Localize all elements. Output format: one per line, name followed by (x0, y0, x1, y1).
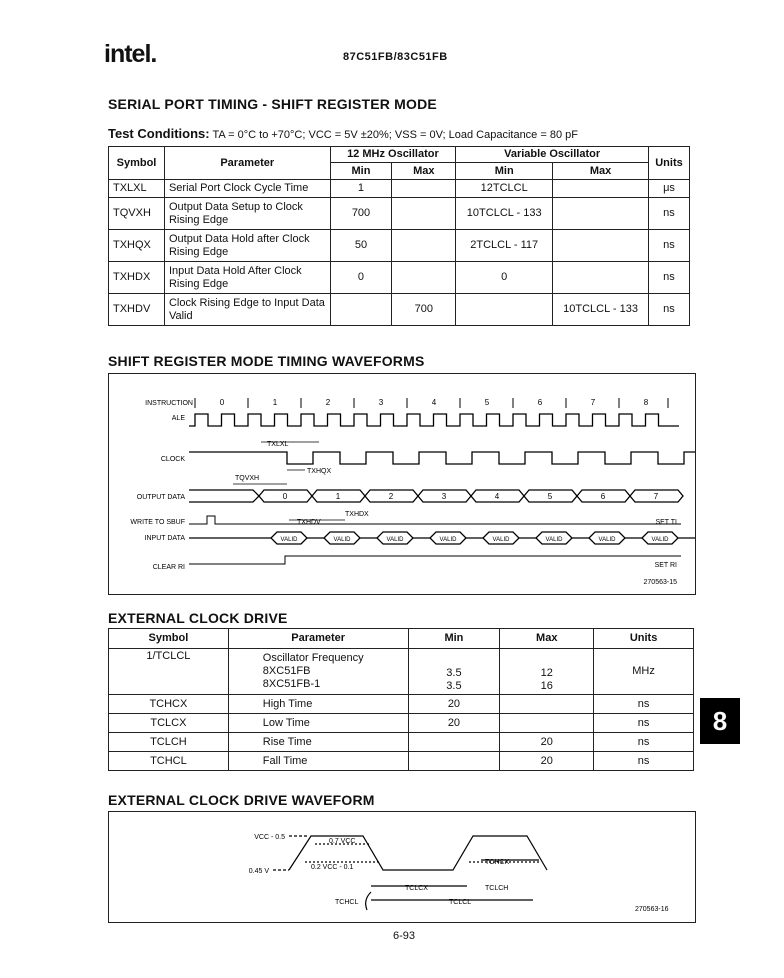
section-title-extclock: EXTERNAL CLOCK DRIVE (108, 610, 288, 626)
cell (553, 180, 649, 198)
state-number: 4 (431, 398, 437, 407)
val-line: 16 (540, 680, 553, 692)
cell: Serial Port Clock Cycle Time (164, 180, 330, 198)
state-number: 7 (590, 398, 596, 407)
table-row (109, 649, 694, 695)
cell: TCLCX (109, 714, 229, 733)
cell (500, 714, 594, 733)
th-osc12: 12 MHz Oscillator (330, 147, 456, 163)
cell: 2TCLCL - 117 (456, 230, 553, 262)
output-bit-label: 6 (600, 492, 606, 501)
input-valid-label: VALID (439, 537, 457, 543)
page-number: 6-93 (393, 930, 416, 942)
lbl-txhqx: TXHQX (307, 468, 332, 475)
cell: ns (594, 714, 694, 733)
test-conditions (108, 126, 578, 141)
cell (408, 649, 500, 695)
output-bit-label: 2 (388, 492, 394, 501)
val-line: 12 (540, 667, 553, 679)
section-title-clockwave: EXTERNAL CLOCK DRIVE WAVEFORM (108, 792, 375, 808)
th-units: Units (648, 147, 689, 180)
clear-ri-wave (189, 556, 681, 564)
lbl-tclcl: TCLCL (449, 899, 472, 906)
input-valid-label: VALID (545, 537, 563, 543)
cell (553, 262, 649, 294)
th-vmin: Min (456, 163, 553, 180)
th-parameter: Parameter (164, 147, 330, 180)
cell (553, 230, 649, 262)
table-row (109, 714, 694, 733)
cell: Low Time (228, 714, 408, 733)
cell (330, 294, 392, 326)
ext-clock-table (108, 628, 694, 771)
cell: MHz (594, 649, 694, 695)
intel-logo: intel. (104, 40, 157, 68)
param-line: Oscillator Frequency (262, 652, 364, 664)
cell: TXLXL (109, 180, 165, 198)
cell: TCHCX (109, 695, 229, 714)
cell: μs (648, 180, 689, 198)
lbl-vcc: VCC - 0.5 (254, 834, 285, 841)
lbl-txhdv: TXHDV (297, 519, 321, 526)
cell: 1/TCLCL (109, 649, 229, 695)
th2-min: Min (408, 629, 500, 649)
input-valid-label: VALID (280, 537, 298, 543)
clock-wave (189, 452, 695, 464)
cell: 10TCLCL - 133 (456, 198, 553, 230)
cell (500, 695, 594, 714)
val-line: 3.5 (446, 680, 462, 692)
cell: TXHDX (109, 262, 165, 294)
param-line: 8XC51FB (262, 665, 311, 677)
lbl-instruction: INSTRUCTION (145, 400, 193, 407)
cell: ns (594, 752, 694, 771)
cell: 0 (456, 262, 553, 294)
state-number: 0 (219, 398, 225, 407)
cell: Output Data Setup to Clock Rising Edge (164, 198, 330, 230)
state-number: 1 (272, 398, 278, 407)
cell: TCLCH (109, 733, 229, 752)
cell (500, 649, 594, 695)
input-valid-label: VALID (333, 537, 351, 543)
section-tab: 8 (700, 698, 740, 744)
th-min: Min (330, 163, 392, 180)
output-bit-label: 1 (335, 492, 341, 501)
state-number: 5 (484, 398, 490, 407)
lbl-setri: SET RI (654, 562, 677, 569)
cell: ns (594, 695, 694, 714)
input-valid-label: VALID (492, 537, 510, 543)
lbl-hi: 0.7 VCC (329, 838, 356, 845)
th2-units: Units (594, 629, 694, 649)
lbl-v045: 0.45 V (248, 868, 269, 875)
th2-parameter: Parameter (228, 629, 408, 649)
input-valid-label: VALID (598, 537, 616, 543)
cell: TCHCL (109, 752, 229, 771)
cell: TXHQX (109, 230, 165, 262)
cell: 1 (330, 180, 392, 198)
state-number: 2 (325, 398, 331, 407)
write-sbuf-wave (189, 516, 681, 524)
input-valid-label: VALID (386, 537, 404, 543)
cell: 700 (392, 294, 456, 326)
lbl-ref15: 270563-15 (643, 579, 677, 586)
cell: 20 (408, 695, 500, 714)
cell: ns (648, 230, 689, 262)
tchcl-mark (366, 892, 371, 910)
th2-symbol: Symbol (109, 629, 229, 649)
cell (392, 262, 456, 294)
conditions-text: TA = 0°C to +70°C; VCC = 5V ±20%; VSS = 0V; Load Capacitance = 80 pF (212, 129, 578, 141)
lbl-ale: ALE (171, 415, 185, 422)
cell: 0 (330, 262, 392, 294)
cell (408, 733, 500, 752)
th-vmax: Max (553, 163, 649, 180)
clock-waveform-diagram (109, 812, 695, 922)
cell: 50 (330, 230, 392, 262)
lbl-tchcl: TCHCL (335, 899, 359, 906)
output-idle (189, 490, 259, 502)
lbl-tqvxh: TQVXH (235, 475, 260, 482)
state-number: 8 (643, 398, 649, 407)
table-row (109, 752, 694, 771)
lbl-txhdx: TXHDX (345, 511, 369, 518)
cell: ns (648, 262, 689, 294)
cell: TQVXH (109, 198, 165, 230)
cell: 20 (500, 752, 594, 771)
val-line: 3.5 (446, 667, 462, 679)
th-max: Max (392, 163, 456, 180)
lbl-ref16: 270563-16 (635, 906, 669, 913)
cell (392, 198, 456, 230)
table-row (109, 198, 690, 230)
cell: 20 (500, 733, 594, 752)
serial-timing-table (108, 146, 690, 326)
section-title-serial: SERIAL PORT TIMING - SHIFT REGISTER MODE (108, 96, 437, 112)
output-bit-label: 3 (441, 492, 447, 501)
th2-max: Max (500, 629, 594, 649)
cell (392, 180, 456, 198)
ale-wave (189, 414, 679, 426)
cell: 700 (330, 198, 392, 230)
part-number: 87C51FB/83C51FB (343, 51, 448, 63)
cell: TXHDV (109, 294, 165, 326)
table-row (109, 294, 690, 326)
lbl-write: WRITE TO SBUF (130, 519, 185, 526)
lbl-tclcx: TCLCX (405, 885, 428, 892)
cell: 12TCLCL (456, 180, 553, 198)
lbl-clock: CLOCK (160, 456, 185, 463)
table-row (109, 733, 694, 752)
cell: Clock Rising Edge to Input Data Valid (164, 294, 330, 326)
cell (408, 752, 500, 771)
cell: Input Data Hold After Clock Rising Edge (164, 262, 330, 294)
state-number: 6 (537, 398, 543, 407)
cell: High Time (228, 695, 408, 714)
cell: Rise Time (228, 733, 408, 752)
cell: 10TCLCL - 133 (553, 294, 649, 326)
input-valid-label: VALID (651, 537, 669, 543)
shift-waveform-box (108, 373, 696, 595)
table-row (109, 262, 690, 294)
th-var: Variable Oscillator (456, 147, 649, 163)
lbl-txlxl: TXLXL (267, 441, 289, 448)
state-number: 3 (378, 398, 384, 407)
lbl-lo: 0.2 VCC - 0.1 (311, 864, 354, 871)
cell: Fall Time (228, 752, 408, 771)
cell (456, 294, 553, 326)
cell: ns (648, 198, 689, 230)
output-bit-label: 7 (653, 492, 659, 501)
cell (553, 198, 649, 230)
output-bit-label: 4 (494, 492, 500, 501)
param-line: 8XC51FB-1 (262, 678, 321, 690)
table-row (109, 695, 694, 714)
shift-waveform-diagram (109, 374, 695, 594)
cell (228, 649, 408, 695)
section-title-waveforms: SHIFT REGISTER MODE TIMING WAVEFORMS (108, 353, 425, 369)
output-bit-label: 0 (282, 492, 288, 501)
table-row (109, 230, 690, 262)
conditions-label: Test Conditions: (108, 126, 210, 141)
cell: Output Data Hold after Clock Rising Edge (164, 230, 330, 262)
lbl-clear: CLEAR RI (152, 564, 185, 571)
lbl-tclch: TCLCH (485, 885, 509, 892)
lbl-input: INPUT DATA (144, 535, 185, 542)
cell (392, 230, 456, 262)
output-bit-label: 5 (547, 492, 553, 501)
th-symbol: Symbol (109, 147, 165, 180)
lbl-setti: SET TI (655, 519, 677, 526)
lbl-output: OUTPUT DATA (136, 494, 185, 501)
clock-waveform-box (108, 811, 696, 923)
lbl-tchcx: TCHCX (485, 859, 510, 866)
cell: 20 (408, 714, 500, 733)
cell: ns (594, 733, 694, 752)
table-row (109, 180, 690, 198)
cell: ns (648, 294, 689, 326)
